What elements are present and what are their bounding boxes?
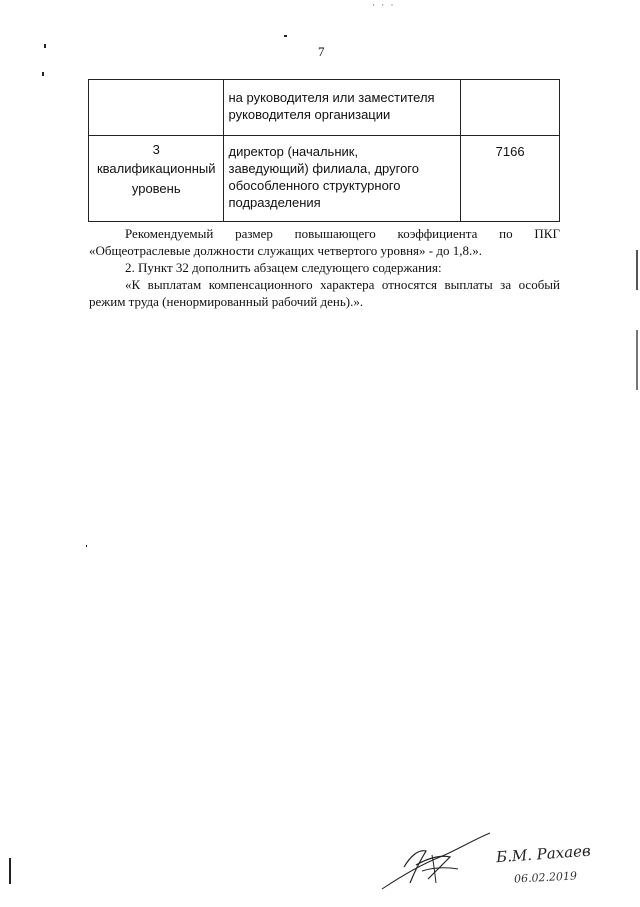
position-cell	[224, 80, 461, 136]
body-text	[89, 225, 560, 310]
level-tail: уровень	[131, 181, 181, 196]
page-number: 7	[318, 44, 325, 59]
table-row	[89, 136, 560, 222]
scan-speck	[86, 545, 87, 547]
top-marks: · · ·	[372, 0, 396, 10]
position-line: на руководителя или заместителя	[228, 90, 435, 105]
position-line: обособленного структурного	[228, 178, 401, 193]
scan-speck	[284, 35, 287, 37]
salary-cell: 7166	[461, 136, 560, 222]
paragraph: «К выплатам компенсационного характера относятся выплаты за особый режим труда (ненормированный рабочий день).».	[89, 277, 560, 309]
paragraph: 2. Пункт 32 дополнить абзацем следующего содержания:	[125, 260, 442, 275]
signature-block	[380, 827, 630, 902]
paragraph: Рекомендуемый размер повышающего коэффициента по ПКГ «Общеотраслевые должности служащих четвертого уровня» - до 1,8.».	[89, 226, 560, 258]
scan-speck	[9, 858, 11, 884]
scan-speck	[636, 250, 638, 290]
position-cell	[224, 136, 461, 222]
table-row	[89, 80, 560, 136]
signature-date: 06.02.2019	[513, 869, 578, 886]
signature-name: Б.М. Рахаев	[495, 841, 592, 867]
scan-speck	[44, 44, 46, 48]
scan-speck	[42, 72, 44, 76]
salary-table	[88, 79, 560, 222]
salary-cell	[461, 80, 560, 136]
position-line: руководителя организации	[228, 107, 391, 122]
position-line: заведующий) филиала, другого	[228, 161, 419, 176]
qualification-level-cell	[89, 136, 224, 222]
position-line: подразделения	[228, 195, 321, 210]
qualification-level-cell	[89, 80, 224, 136]
level-word: квалификационный	[96, 161, 216, 176]
level-word	[89, 82, 223, 85]
position-line: директор (начальник,	[228, 144, 359, 159]
level-number: 3	[152, 142, 160, 157]
scan-speck	[636, 330, 638, 390]
